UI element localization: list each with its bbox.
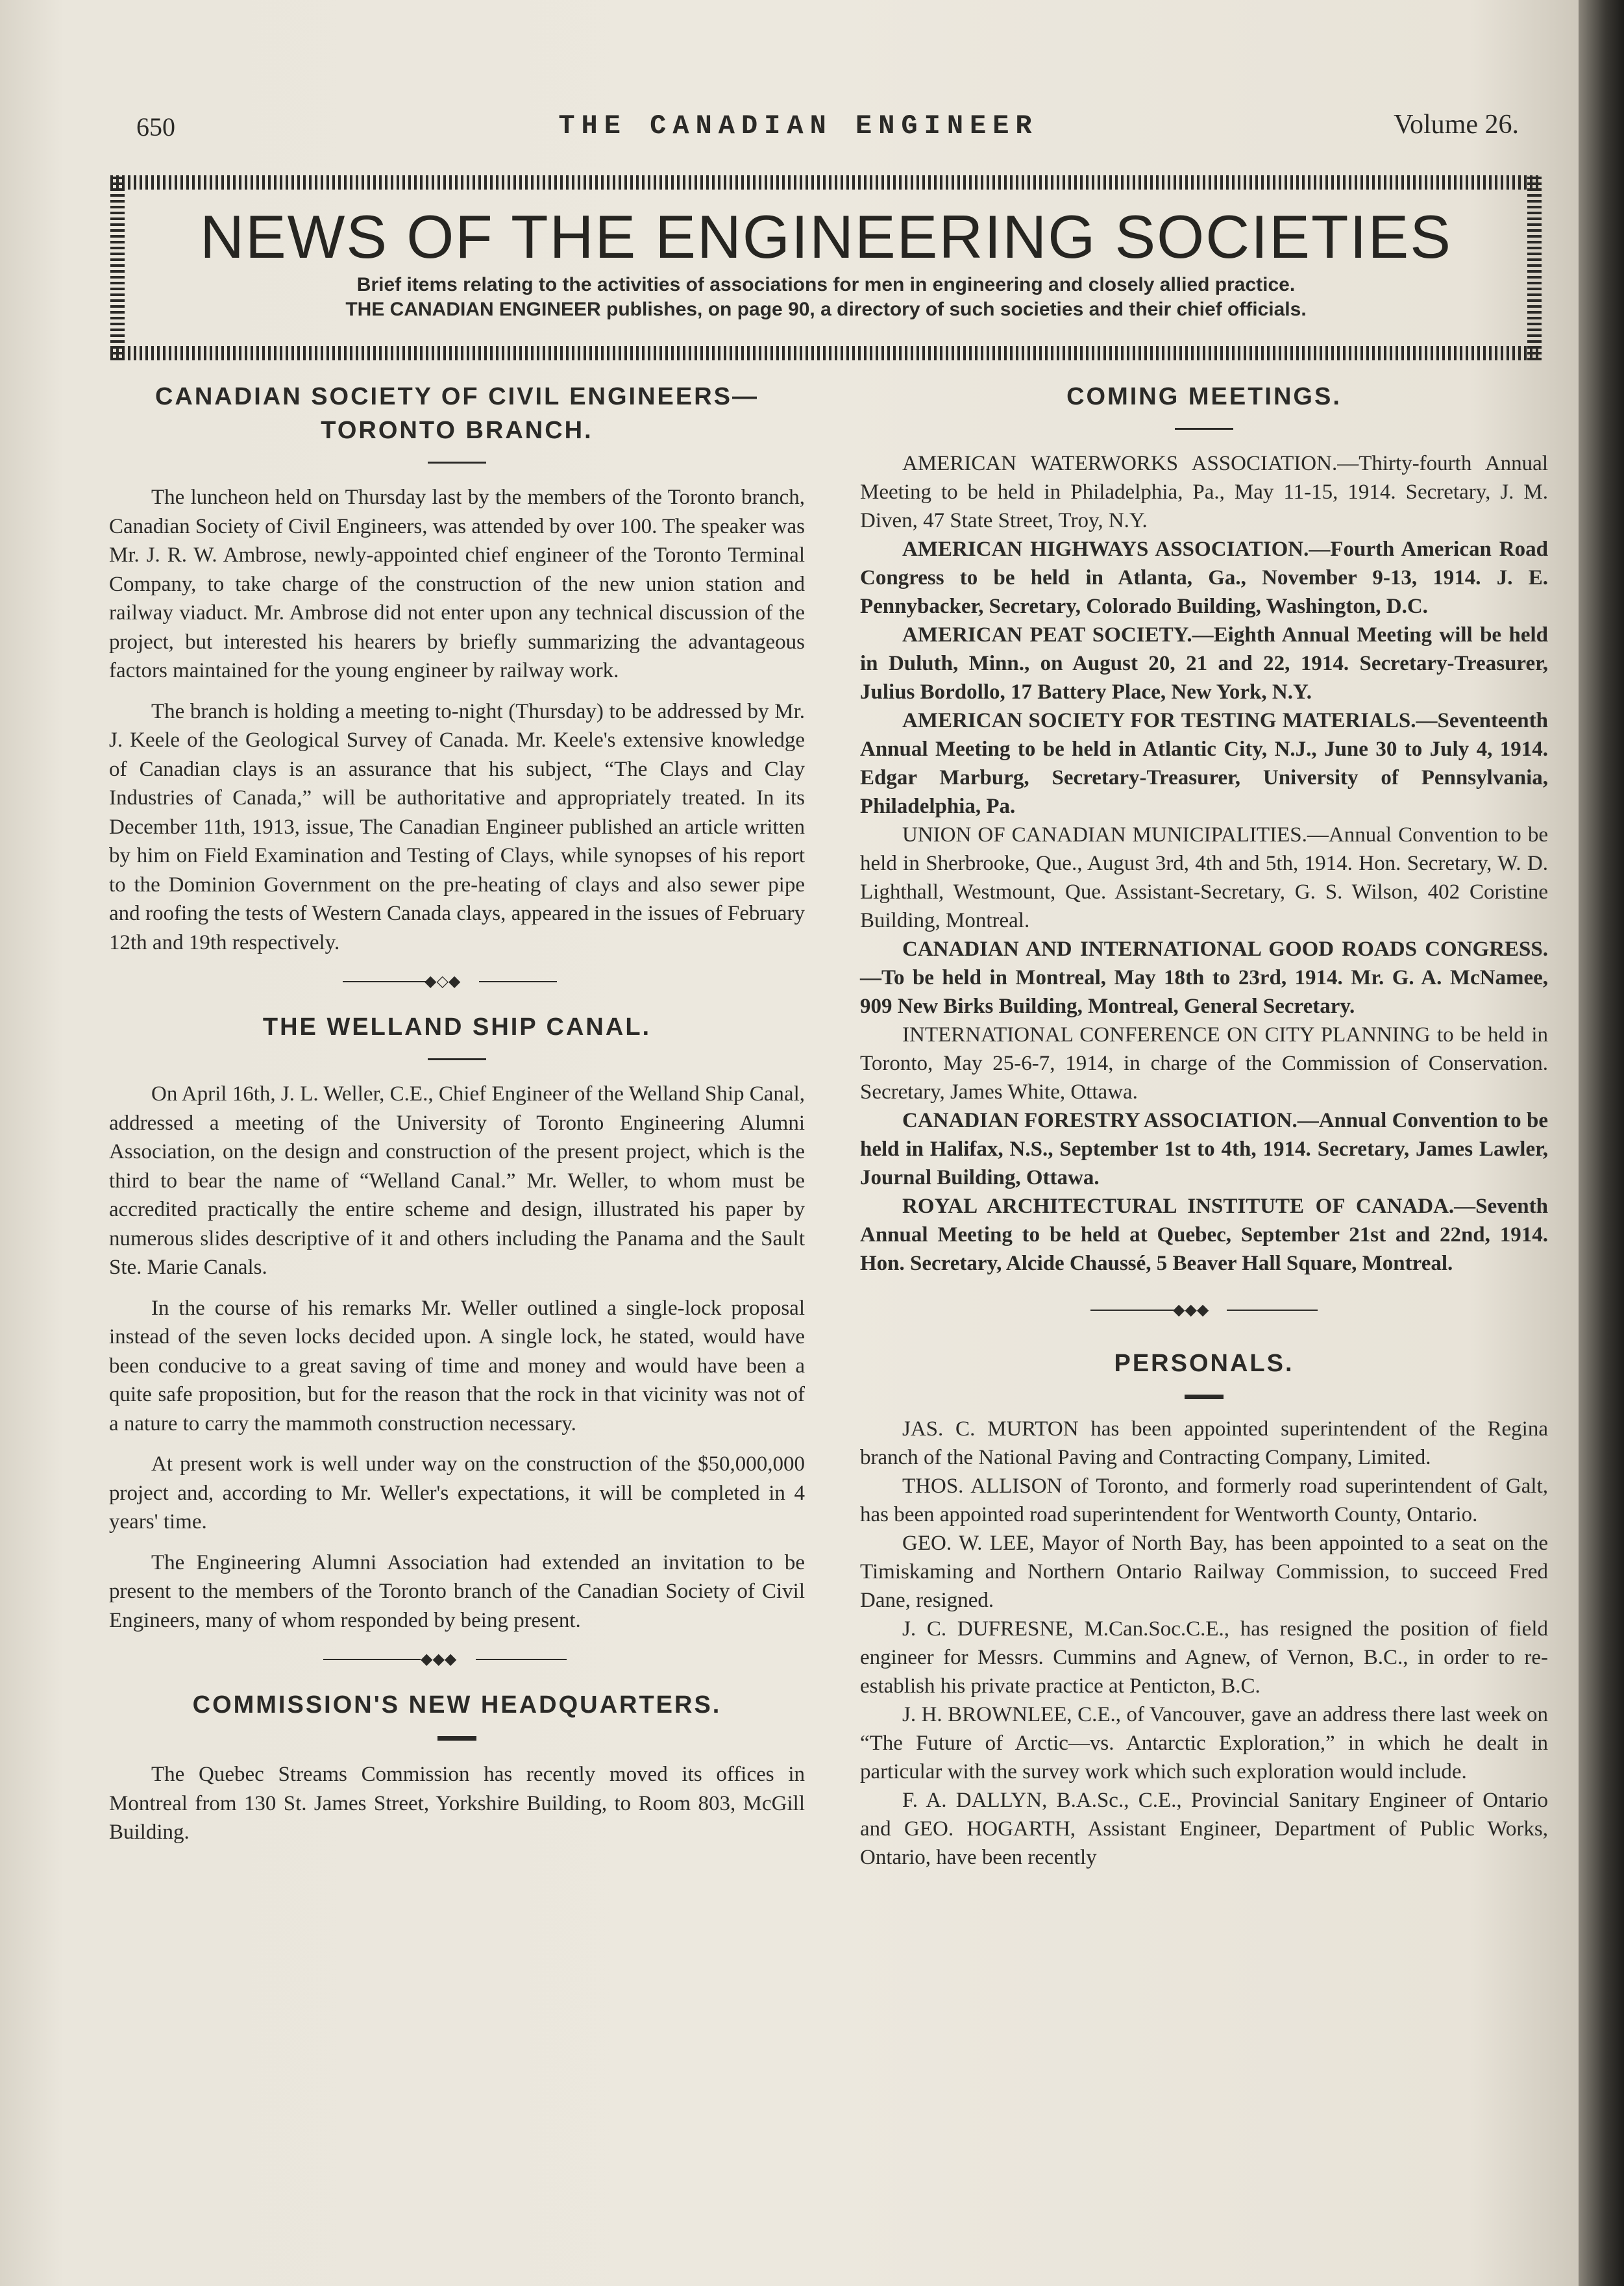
heading-rule <box>428 462 486 464</box>
section-heading-personals: PERSONALS. <box>1114 1350 1294 1377</box>
article-paragraph: The Quebec Streams Commission has recently moved its offices in Montreal from 130 St. James Street, Yorkshire Building, to Room 803, McGill Building. <box>109 1763 805 1844</box>
section-heading-commission: COMMISSION'S NEW HEADQUARTERS. <box>192 1691 722 1719</box>
journal-title: THE CANADIAN ENGINEER <box>558 110 1039 142</box>
meeting-item: CANADIAN AND INTERNATIONAL GOOD ROADS CONGRESS.—To be held in Montreal, May 18th to 23rd, 1914. Mr. G. A. McNamee, 909 New Birks Building, Montreal, General Secretary. <box>860 938 1548 1018</box>
volume-label: Volume 26. <box>1394 110 1519 140</box>
article-paragraph: In the course of his remarks Mr. Weller outlined a single-lock proposal instead of the seven locks decided upon. A single lock, he stated, would have been conducive to a great saving of time and money and would have been a quite safe proposition, but for the reason that the rock in that vicinity was not of a nature to carry the mammoth construction necessary. <box>109 1296 805 1435</box>
meeting-item: ROYAL ARCHITECTURAL INSTITUTE OF CANADA.—Seventh Annual Meeting to be held at Quebec, September 21st and 22nd, 1914. Hon. Secretary, Alcide Chaussé, 5 Beaver Hall Square, Montreal. <box>860 1195 1548 1275</box>
article-paragraph: On April 16th, J. L. Weller, C.E., Chief Engineer of the Welland Ship Canal, addressed a meeting of the University of Toronto Engineering Alumni Association, on the design and construction of the present project, which is the third to bear the name of “Welland Canal.” Mr. Weller, to whom must be accredited practically the entire scheme and design, illustrated his paper by numerous slides descriptive of it and others including the Panama and the Sault Ste. Marie Canals. <box>109 1082 805 1279</box>
personal-item: J. C. DUFRESNE, M.Can.Soc.C.E., has resigned the position of field engineer for Messrs. Cummins and Agnew, of Vernon, B.C., in order to re-establish his private practice at Penticton, B.C. <box>860 1617 1548 1698</box>
heading-line: CANADIAN SOCIETY OF CIVIL ENGINEERS— <box>154 383 759 410</box>
banner-border-left <box>110 175 125 360</box>
article-paragraph: The luncheon held on Thursday last by the members of the Toronto branch, Canadian Society of Civil Engineers, was attended by over 100. The speaker was Mr. J. R. W. Ambrose, newly-appointed chief engineer of the Toronto Terminal Company, to take charge of the construction of the new union station and railway viaduct. Mr. Ambrose did not enter upon any technical discussion of the project, but interested his hearers by briefly summarizing the advantageous factors maintained for the young engineer by railway work. <box>109 486 805 682</box>
personal-item: F. A. DALLYN, B.A.Sc., C.E., Provincial Sanitary Engineer of Ontario and GEO. HOGARTH, Assistant Engineer, Department of Public Works, Ontario, have been recently <box>860 1789 1548 1869</box>
banner-subtitle-line-1: Brief items relating to the activities of associations for men in engineering and closely allied practice. <box>356 274 1296 295</box>
section-ornament: ◆◆◆ <box>860 1304 1548 1317</box>
section-heading-cscE-toronto <box>109 380 805 447</box>
banner-border-right <box>1527 175 1542 360</box>
meeting-item: AMERICAN SOCIETY FOR TESTING MATERIALS.—Seventeenth Annual Meeting to be held in Atlantic City, N.J., June 30 to July 4, 1914. Edgar Marburg, Secretary-Treasurer, University of Pennsylvania, Philadelphia, Pa. <box>860 709 1548 818</box>
book-spine-shadow <box>1579 0 1624 2286</box>
heading-rule <box>437 1736 476 1741</box>
section-ornament: ◆◆◆ <box>109 1653 805 1666</box>
page-number: 650 <box>136 112 175 142</box>
section-heading-welland: THE WELLAND SHIP CANAL. <box>262 1013 652 1041</box>
meeting-item: UNION OF CANADIAN MUNICIPALITIES.—Annual Convention to be held in Sherbrooke, Que., August 3rd, 4th and 5th, 1914. Hon. Secretary, W. D. Lighthall, Westmount, Que. Assistant-Secretary, G. S. Wilson, 402 Coristine Building, Montreal. <box>860 823 1548 932</box>
meeting-item: INTERNATIONAL CONFERENCE ON CITY PLANNING to be held in Toronto, May 25-6-7, 1914, in charge of the Commission of Conservation. Secretary, James White, Ottawa. <box>860 1023 1548 1104</box>
personal-item: GEO. W. LEE, Mayor of North Bay, has been appointed to a seat on the Timiskaming and Northern Ontario Railway Commission, to succeed Fred Dane, resigned. <box>860 1532 1548 1612</box>
meeting-item: AMERICAN PEAT SOCIETY.—Eighth Annual Meeting will be held in Duluth, Minn., on August 20, 21 and 22, 1914. Secretary-Treasurer, Julius Bordollo, 17 Battery Place, New York, N.Y. <box>860 623 1548 704</box>
left-column <box>109 380 805 1847</box>
section-ornament: ◆◇◆ <box>109 975 805 988</box>
heading-line: TORONTO BRANCH. <box>321 417 593 444</box>
meeting-item: AMERICAN WATERWORKS ASSOCIATION.—Thirty-fourth Annual Meeting to be held in Philadelphia, Pa., May 11-15, 1914. Secretary, J. M. Diven, 47 State Street, Troy, N.Y. <box>860 452 1548 532</box>
meeting-item: CANADIAN FORESTRY ASSOCIATION.—Annual Convention to be held in Halifax, N.S., September 1st to 4th, 1914. Secretary, James Lawler, Journal Building, Ottawa. <box>860 1109 1548 1189</box>
personal-item: THOS. ALLISON of Toronto, and formerly road superintendent of Galt, has been appointed road superintendent for Wentworth County, Ontario. <box>860 1474 1548 1526</box>
banner-border-top <box>110 175 1542 190</box>
heading-rule <box>1185 1395 1224 1399</box>
banner-subtitle-line-2: THE CANADIAN ENGINEER publishes, on page 90, a directory of such societies and their chief officials. <box>345 299 1307 320</box>
running-head <box>0 104 1597 143</box>
heading-rule <box>1175 428 1233 430</box>
heading-rule <box>428 1058 486 1060</box>
banner-border-bottom <box>110 346 1542 360</box>
article-paragraph: The Engineering Alumni Association had extended an invitation to be present to the members of the Toronto branch of the Canadian Society of Civil Engineers, many of whom responded by being present. <box>109 1550 805 1632</box>
personal-item: JAS. C. MURTON has been appointed superintendent of the Regina branch of the National Paving and Contracting Company, Limited. <box>860 1417 1548 1469</box>
section-banner <box>110 175 1542 360</box>
meeting-item: AMERICAN HIGHWAYS ASSOCIATION.—Fourth American Road Congress to be held in Atlanta, Ga., November 9-13, 1914. J. E. Pennybacker, Secretary, Colorado Building, Washington, D.C. <box>860 538 1548 618</box>
section-heading-coming-meetings: COMING MEETINGS. <box>1066 383 1342 410</box>
article-paragraph: At present work is well under way on the construction of the $50,000,000 project and, according to Mr. Weller's expectations, it will be completed in 4 years' time. <box>109 1452 805 1534</box>
banner-title: NEWS OF THE ENGINEERING SOCIETIES <box>200 203 1452 271</box>
article-paragraph: The branch is holding a meeting to-night (Thursday) to be addressed by Mr. J. Keele of the Geological Survey of Canada. Mr. Keele's extensive knowledge of Canadian clays is an assurance that his subject, “The Clays and Clay Industries of Canada,” will be authoritative and appropriately treated. In its December 11th, 1913, issue, The Canadian Engineer published an article written by him on Field Examination and Testing of Clays, while synopses of his report to the Dominion Government on the pre-heating of clays and also sewer pipe and roofing the tests of Western Canada clays, appeared in the issues of February 12th and 19th respectively. <box>109 699 805 954</box>
personal-item: J. H. BROWNLEE, C.E., of Vancouver, gave an address there last week on “The Future of Arctic—vs. Antarctic Exploration,” in which he dealt in particular with the survey work which such exploration would include. <box>860 1703 1548 1783</box>
right-column <box>860 380 1548 1872</box>
